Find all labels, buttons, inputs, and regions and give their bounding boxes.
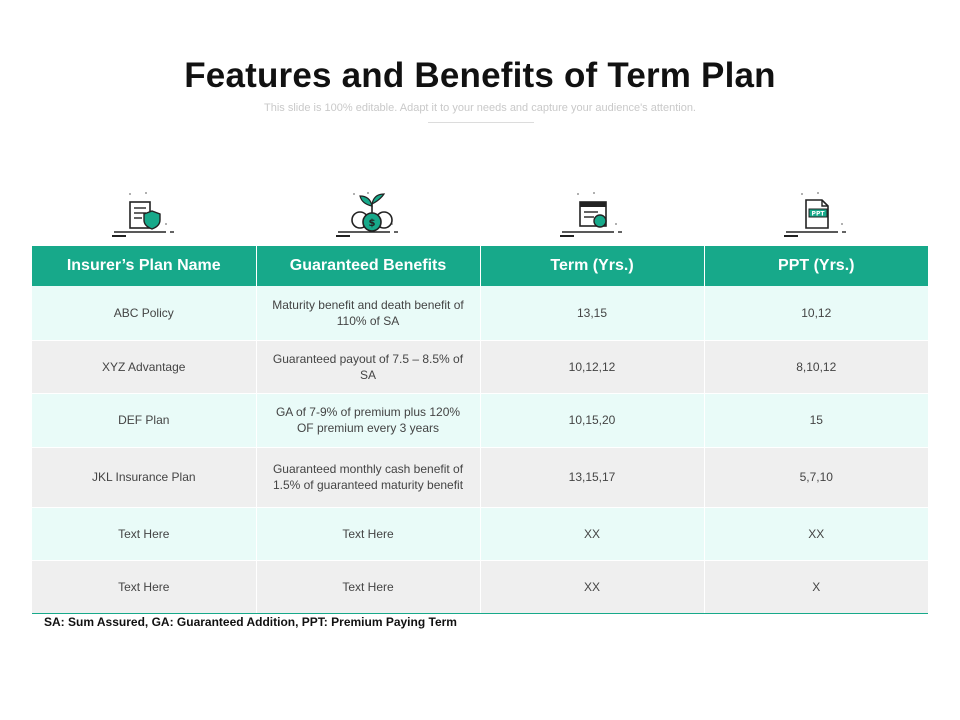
table-header-row bbox=[32, 246, 928, 286]
svg-text:PPT: PPT bbox=[811, 210, 825, 218]
cell-ppt: XX bbox=[704, 507, 928, 560]
cell-plan-name: ABC Policy bbox=[32, 286, 256, 340]
header-ppt: PPT (Yrs.) bbox=[704, 246, 928, 286]
cell-ppt: 15 bbox=[704, 393, 928, 447]
cell-term: 13,15,17 bbox=[480, 447, 704, 507]
cell-term: 13,15 bbox=[480, 286, 704, 340]
cell-term: XX bbox=[480, 560, 704, 613]
cell-guaranteed-benefits: Maturity benefit and death benefit of 110% of SA bbox=[256, 286, 480, 340]
policy-document-icon bbox=[108, 190, 188, 240]
page-title: Features and Benefits of Term Plan bbox=[184, 56, 776, 95]
cell-guaranteed-benefits: Guaranteed payout of 7.5 – 8.5% of SA bbox=[256, 340, 480, 393]
subtitle-divider bbox=[428, 122, 534, 123]
cell-ppt: 8,10,12 bbox=[704, 340, 928, 393]
cell-guaranteed-benefits: Text Here bbox=[256, 560, 480, 613]
table-row bbox=[32, 447, 928, 507]
cell-plan-name: Text Here bbox=[32, 560, 256, 613]
cell-plan-name: JKL Insurance Plan bbox=[32, 447, 256, 507]
header-term: Term (Yrs.) bbox=[480, 246, 704, 286]
table-row bbox=[32, 560, 928, 613]
table-row bbox=[32, 393, 928, 447]
cell-ppt: 10,12 bbox=[704, 286, 928, 340]
cell-ppt: 5,7,10 bbox=[704, 447, 928, 507]
cell-plan-name: DEF Plan bbox=[32, 393, 256, 447]
page-subtitle: This slide is 100% editable. Adapt it to your needs and capture your audience's attention. bbox=[264, 102, 696, 114]
table-row bbox=[32, 286, 928, 340]
ppt-file-icon bbox=[780, 190, 860, 240]
header-guaranteed-benefits: Guaranteed Benefits bbox=[256, 246, 480, 286]
cell-term: 10,15,20 bbox=[480, 393, 704, 447]
cell-plan-name: XYZ Advantage bbox=[32, 340, 256, 393]
table-row bbox=[32, 507, 928, 560]
header-plan-name: Insurer’s Plan Name bbox=[32, 246, 256, 286]
term-certificate-icon bbox=[556, 190, 636, 240]
cell-term: XX bbox=[480, 507, 704, 560]
cell-term: 10,12,12 bbox=[480, 340, 704, 393]
cell-guaranteed-benefits: Guaranteed monthly cash benefit of 1.5% of guaranteed maturity benefit bbox=[256, 447, 480, 507]
footnote-abbreviations: SA: Sum Assured, GA: Guaranteed Addition, PPT: Premium Paying Term bbox=[44, 615, 457, 629]
cell-guaranteed-benefits: GA of 7-9% of premium plus 120% OF premium every 3 years bbox=[256, 393, 480, 447]
cell-ppt: X bbox=[704, 560, 928, 613]
svg-text:$: $ bbox=[368, 218, 376, 229]
money-plant-icon bbox=[332, 190, 412, 240]
table-row bbox=[32, 340, 928, 393]
cell-plan-name: Text Here bbox=[32, 507, 256, 560]
term-plan-table bbox=[32, 246, 928, 614]
cell-guaranteed-benefits: Text Here bbox=[256, 507, 480, 560]
